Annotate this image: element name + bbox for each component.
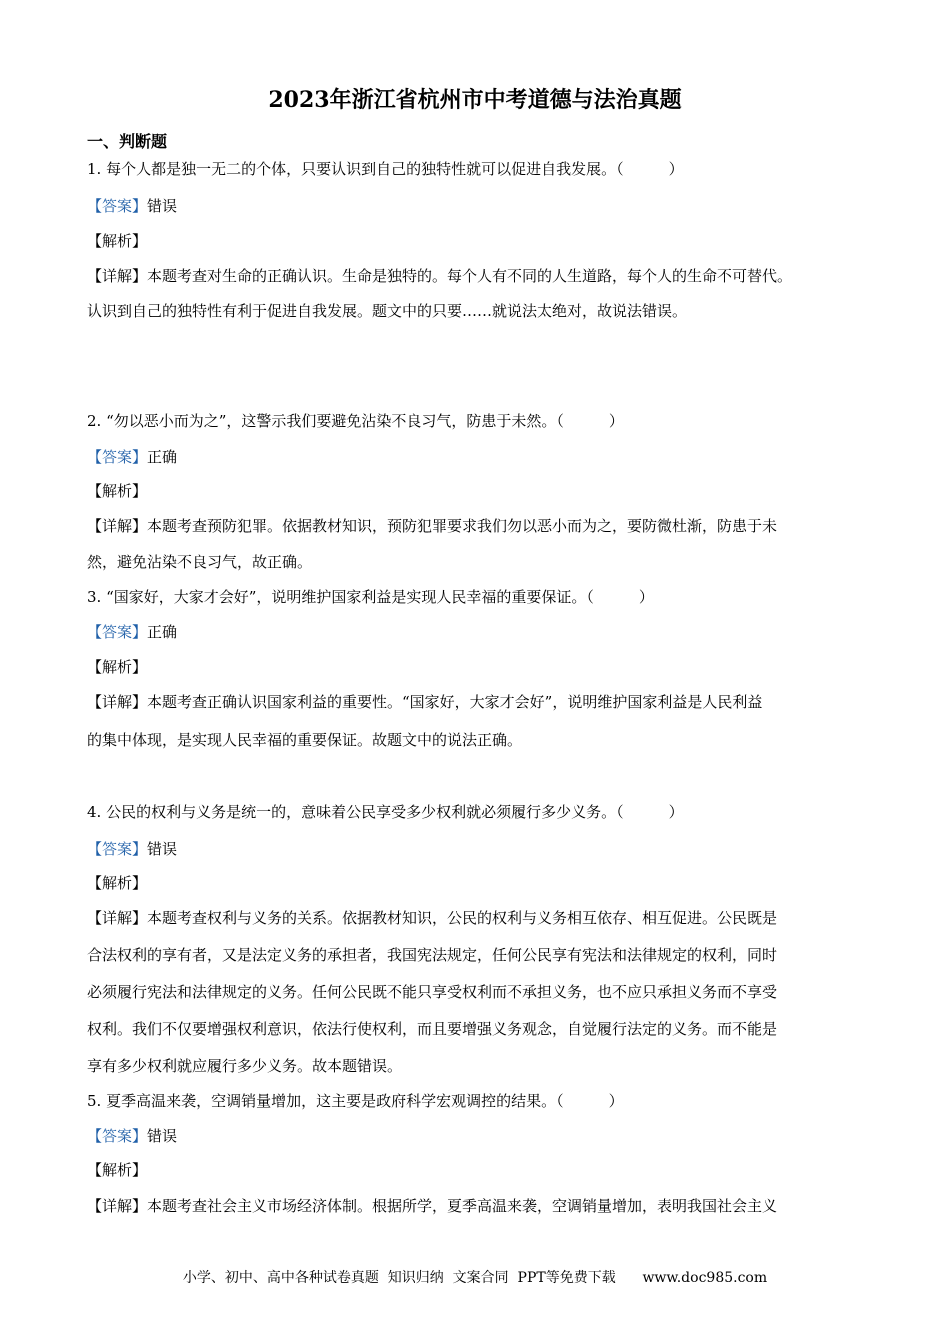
- answer-value: 错误: [147, 840, 178, 858]
- detail-3-line-1: [87, 691, 877, 713]
- analysis-5: [87, 1159, 877, 1181]
- answer-4: [87, 838, 877, 860]
- analysis-tag: 【解析】: [87, 232, 148, 250]
- detail-tag: 【详解】: [87, 1197, 148, 1215]
- detail-4-line-4: 权利。我们不仅要增强权利意识，依法行使权利，而且要增强义务观念，自觉履行法定的义务。而不能是: [87, 1020, 778, 1038]
- detail-4-line-5: 享有多少权利就应履行多少义务。故本题错误。: [87, 1057, 403, 1075]
- answer-tag: 【答案】: [87, 840, 148, 858]
- analysis-1: [87, 230, 877, 252]
- detail-tag: 【详解】: [87, 909, 148, 927]
- detail-tag: 【详解】: [87, 693, 148, 711]
- analysis-tag: 【解析】: [87, 1161, 148, 1179]
- answer-value: 错误: [147, 1127, 178, 1145]
- analysis-tag: 【解析】: [87, 658, 148, 676]
- question-2: 2. “勿以恶小而为之”，这警示我们要避免沾染不良习气，防患于未然。（ ）: [87, 412, 624, 430]
- answer-value: 正确: [147, 623, 178, 641]
- answer-tag: 【答案】: [87, 197, 148, 215]
- answer-5: [87, 1125, 877, 1147]
- answer-tag: 【答案】: [87, 1127, 148, 1145]
- answer-value: 错误: [147, 197, 178, 215]
- analysis-3: [87, 656, 877, 678]
- page-footer: 小学、初中、高中各种试卷真题 知识归纳 文案合同 PPT等免费下载 www.doc985.com: [182, 1270, 768, 1286]
- document-title: 2023年浙江省杭州市中考道德与法治真题: [268, 87, 682, 113]
- question-4: 4. 公民的权利与义务是统一的，意味着公民享受多少权利就必须履行多少义务。（ ）: [87, 803, 684, 821]
- analysis-tag: 【解析】: [87, 482, 148, 500]
- answer-1: [87, 195, 877, 217]
- answer-value: 正确: [147, 448, 178, 466]
- detail-text: 本题考查对生命的正确认识。生命是独特的。每个人有不同的人生道路，每个人的生命不可替代。: [147, 267, 793, 285]
- answer-3: [87, 621, 877, 643]
- question-1: 1. 每个人都是独一无二的个体，只要认识到自己的独特性就可以促进自我发展。（ ）: [87, 160, 684, 178]
- detail-text: 本题考查正确认识国家利益的重要性。“国家好，大家才会好”，说明维护国家利益是人民利益: [147, 693, 763, 711]
- section-heading: 一、判断题: [87, 132, 168, 151]
- analysis-2: [87, 480, 877, 502]
- detail-text: 本题考查权利与义务的关系。依据教材知识，公民的权利与义务相互依存、相互促进。公民既是: [147, 909, 778, 927]
- detail-4-line-3: 必须履行宪法和法律规定的义务。任何公民既不能只享受权利而不承担义务，也不应只承担义务而不享受: [87, 983, 778, 1001]
- detail-4-line-2: 合法权利的享有者，又是法定义务的承担者，我国宪法规定，任何公民享有宪法和法律规定的权利，同时: [87, 946, 778, 964]
- answer-tag: 【答案】: [87, 623, 148, 641]
- detail-3-line-2: 的集中体现，是实现人民幸福的重要保证。故题文中的说法正确。: [87, 731, 523, 749]
- detail-5-line-1: [87, 1195, 877, 1217]
- detail-text: 本题考查预防犯罪。依据教材知识，预防犯罪要求我们勿以恶小而为之，要防微杜渐，防患于未: [147, 517, 778, 535]
- detail-1-line-1: [87, 265, 877, 287]
- analysis-tag: 【解析】: [87, 874, 148, 892]
- question-3: 3. “国家好，大家才会好”，说明维护国家利益是实现人民幸福的重要保证。（ ）: [87, 588, 654, 606]
- detail-4-line-1: [87, 907, 877, 929]
- question-5: 5. 夏季高温来袭，空调销量增加，这主要是政府科学宏观调控的结果。（ ）: [87, 1092, 624, 1110]
- analysis-4: [87, 872, 877, 894]
- detail-1-line-2: 认识到自己的独特性有利于促进自我发展。题文中的只要……就说法太绝对，故说法错误。: [87, 302, 688, 320]
- detail-tag: 【详解】: [87, 517, 148, 535]
- detail-tag: 【详解】: [87, 267, 148, 285]
- answer-2: [87, 446, 877, 468]
- detail-text: 本题考查社会主义市场经济体制。根据所学，夏季高温来袭，空调销量增加，表明我国社会主义: [147, 1197, 778, 1215]
- answer-tag: 【答案】: [87, 448, 148, 466]
- detail-2-line-2: 然，避免沾染不良习气，故正确。: [87, 553, 313, 571]
- detail-2-line-1: [87, 515, 877, 537]
